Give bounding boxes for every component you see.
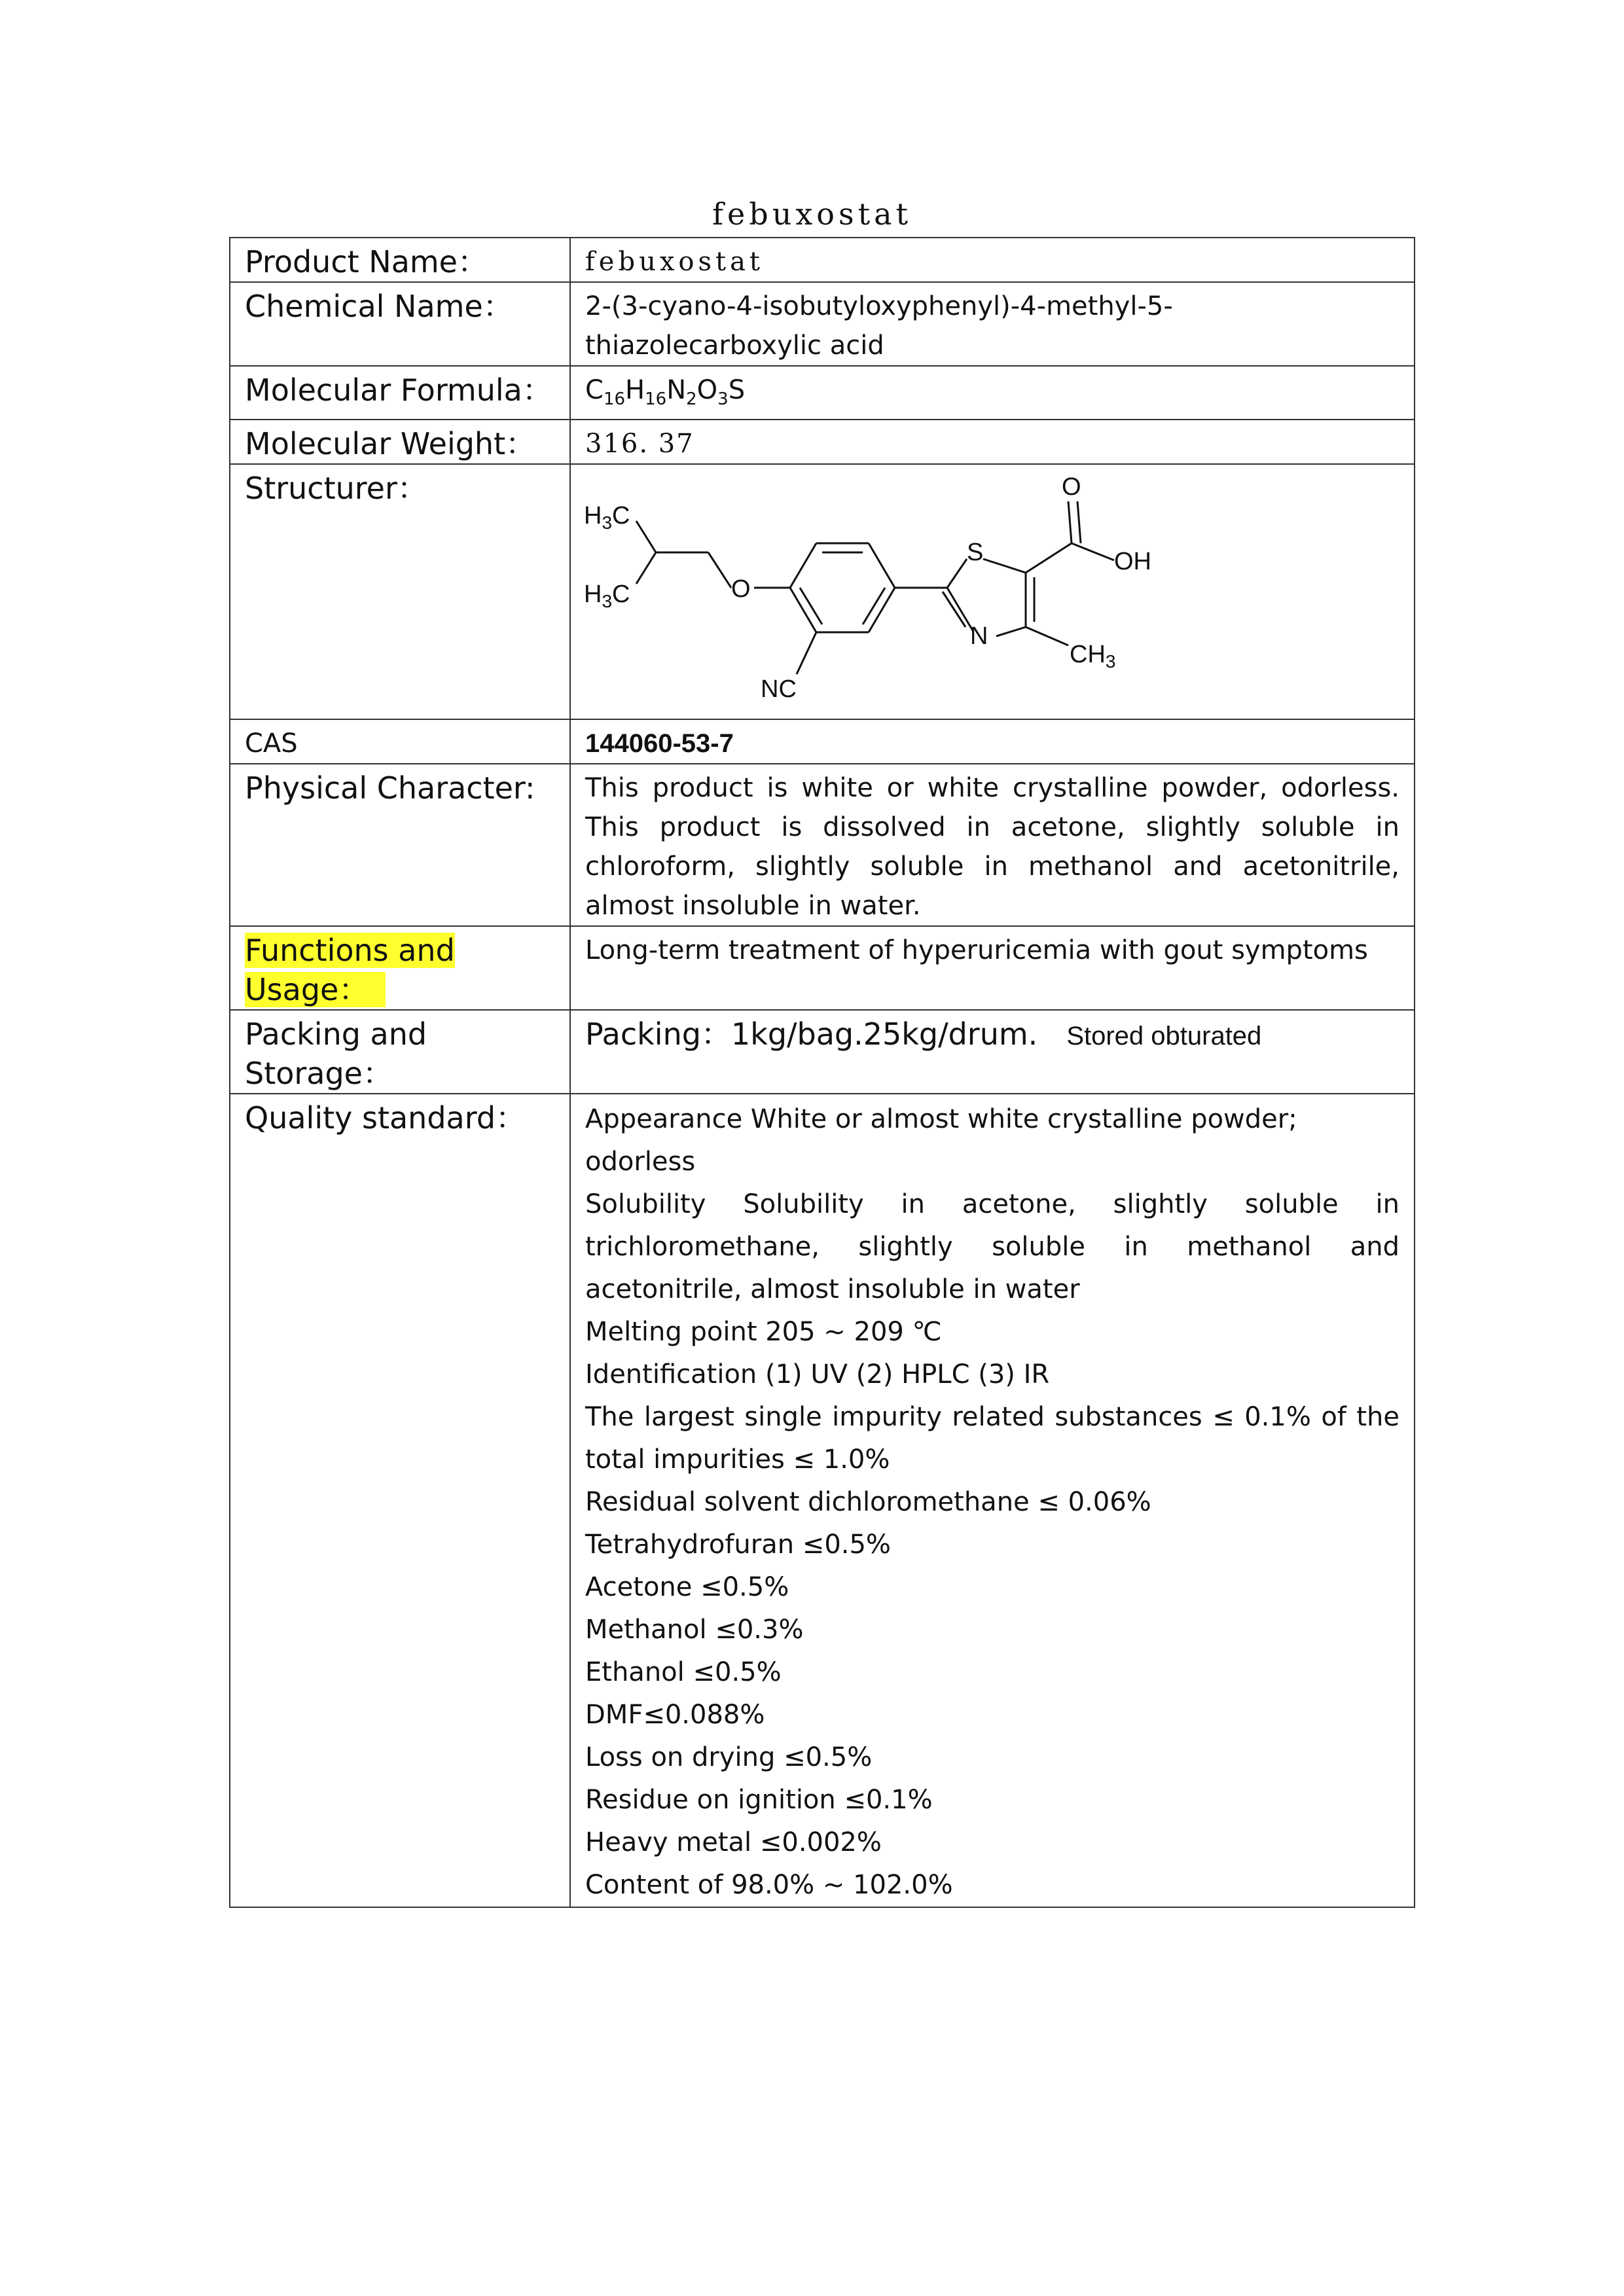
molecular-formula-label: Molecular Formula：: [230, 366, 570, 420]
row-functions-usage: [230, 926, 1415, 1010]
atom-h3c-top: H3C: [584, 502, 630, 533]
molecular-formula-text: [585, 375, 746, 409]
molecular-weight-label: Molecular Weight：: [230, 420, 570, 464]
formula-h-count: 16: [645, 389, 667, 409]
row-chemical-name: [230, 282, 1415, 366]
atom-oh: OH: [1114, 548, 1151, 575]
functions-usage-highlight: Functions and Usage：: [245, 933, 455, 1007]
cas-value: 144060-53-7: [570, 719, 1415, 764]
formula-h: H: [625, 375, 645, 405]
product-name-value: febuxostat: [570, 238, 1415, 282]
storage-text: Stored obturated: [1066, 1022, 1262, 1050]
row-physical-character: [230, 764, 1415, 926]
structure-cell: [570, 464, 1415, 719]
atom-h3c-bottom: H3C: [584, 581, 630, 611]
row-molecular-weight: [230, 420, 1415, 464]
atom-ch3: CH3: [1070, 641, 1116, 672]
qs-methanol: Methanol ≤0.3%: [585, 1615, 804, 1645]
qs-dmf: DMF≤0.088%: [585, 1700, 765, 1730]
atom-nc: NC: [761, 675, 797, 703]
qs-residue-on-ignition: Residue on ignition ≤0.1%: [585, 1785, 933, 1815]
atom-o-ether: O: [731, 575, 751, 603]
formula-s: S: [728, 375, 746, 405]
qs-ethanol: Ethanol ≤0.5%: [585, 1657, 782, 1687]
physical-character-label: Physical Character:: [230, 764, 570, 926]
atom-n: N: [970, 622, 988, 650]
qs-tetrahydrofuran: Tetrahydrofuran ≤0.5%: [585, 1530, 891, 1560]
specification-table: [229, 237, 1415, 1908]
chemical-name-label: Chemical Name：: [230, 282, 570, 366]
row-cas: [230, 719, 1415, 764]
qs-melting-point: Melting point 205 ~ 209 ℃: [585, 1317, 942, 1347]
formula-o: O: [696, 375, 718, 405]
qs-heavy-metal: Heavy metal ≤0.002%: [585, 1827, 882, 1857]
document-title: febuxostat: [712, 196, 912, 232]
row-product-name: [230, 238, 1415, 282]
cas-label: CAS: [230, 719, 570, 764]
row-structure: [230, 464, 1415, 719]
physical-character-value: This product is white or white crystalline powder, odorless. This product is dissolved in acetone, slightly soluble in chloroform, slightly soluble in methanol and acetonitrile, almost insoluble in water.: [570, 764, 1415, 926]
functions-usage-value: Long-term treatment of hyperuricemia with gout symptoms: [570, 926, 1415, 1010]
qs-residual-solvent: Residual solvent dichloromethane ≤ 0.06%: [585, 1487, 1151, 1517]
packing-text: Packing：1kg/bag.25kg/drum.: [585, 1016, 1038, 1052]
formula-c: C: [585, 375, 604, 405]
formula-n-count: 2: [686, 389, 697, 409]
chemical-name-value: 2-(3-cyano-4-isobutyloxyphenyl)-4-methyl-5-thiazolecarboxylic acid: [570, 282, 1415, 366]
packing-storage-value: [570, 1010, 1415, 1094]
qs-appearance: Appearance White or almost white crystalline powder; odorless: [585, 1104, 1297, 1177]
qs-identification: Identification (1) UV (2) HPLC (3) IR: [585, 1359, 1050, 1390]
structure-label: Structurer：: [230, 464, 570, 719]
formula-c-count: 16: [603, 389, 626, 409]
packing-storage-label: Packing and Storage：: [230, 1010, 570, 1094]
row-quality-standard: [230, 1094, 1415, 1907]
atom-s: S: [967, 539, 984, 566]
row-packing-storage: [230, 1010, 1415, 1094]
qs-related-substances: The largest single impurity related substances ≤ 0.1% of the total impurities ≤ 1.0%: [585, 1402, 1399, 1475]
qs-solubility: Solubility Solubility in acetone, slightly soluble in trichloromethane, slightly soluble in methanol and acetonitrile, almost insoluble in water: [585, 1189, 1399, 1304]
chemical-structure-diagram: [571, 465, 1414, 719]
formula-n: N: [666, 375, 687, 405]
qs-content: Content of 98.0% ~ 102.0%: [585, 1870, 953, 1900]
row-molecular-formula: [230, 366, 1415, 420]
atom-o-carbonyl: O: [1062, 473, 1081, 501]
quality-standard-label: Quality standard：: [230, 1094, 570, 1907]
formula-o-count: 3: [717, 389, 729, 409]
product-name-label: Product Name：: [230, 238, 570, 282]
qs-acetone: Acetone ≤0.5%: [585, 1572, 789, 1602]
molecular-weight-value: 316. 37: [570, 420, 1415, 464]
quality-standard-value: [570, 1094, 1415, 1907]
qs-loss-on-drying: Loss on drying ≤0.5%: [585, 1742, 873, 1772]
molecular-formula-value: [570, 366, 1415, 420]
functions-usage-label: [230, 926, 570, 1010]
